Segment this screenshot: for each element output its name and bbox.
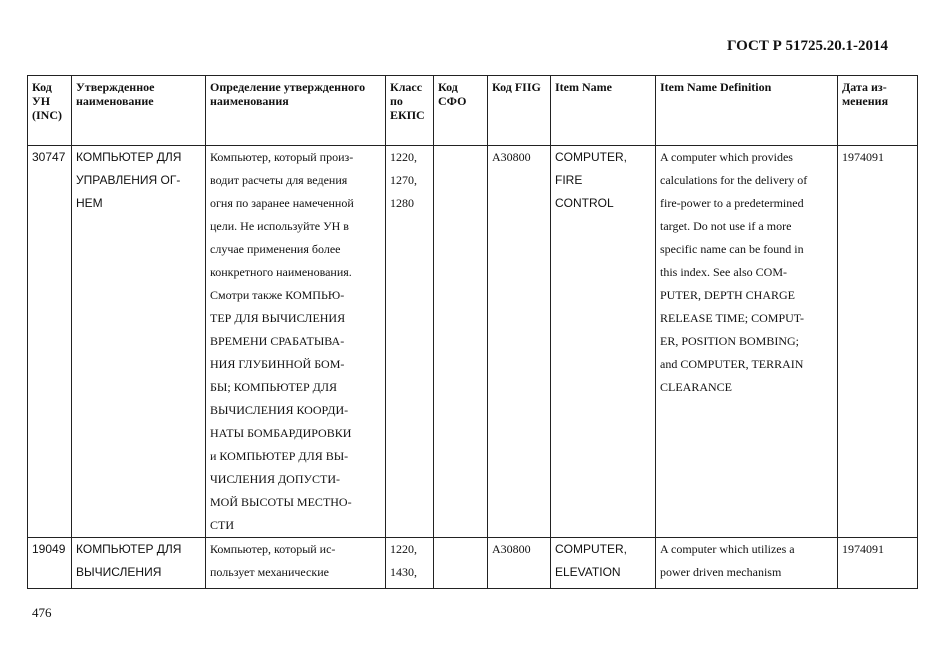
- cell-line: цели. Не используйте УН в: [210, 219, 349, 233]
- cell-line: водит расчеты для ведения: [210, 173, 348, 187]
- cell-definition: [206, 538, 386, 589]
- col-header-item-name: Item Name: [551, 76, 656, 146]
- cell-line: 1220,: [390, 150, 417, 164]
- cell-line: target. Do not use if a more: [660, 219, 792, 233]
- cell-line: specific name can be found in: [660, 242, 804, 256]
- cell-line: A computer which utilizes a: [660, 542, 795, 556]
- cell-line: случае применения более: [210, 242, 341, 256]
- cell-line: конкретного наименования.: [210, 265, 352, 279]
- cell-text: 19049: [32, 542, 66, 556]
- cell-line: пользует механические: [210, 565, 329, 579]
- cell-line: CLEARANCE: [660, 380, 732, 394]
- cell-text: A30800: [492, 150, 531, 164]
- cell-line: FIRE: [555, 173, 583, 187]
- cell-line: 1270,: [390, 173, 417, 187]
- col-header-inc: Код УН (INC): [28, 76, 72, 146]
- cell-line: ЧИСЛЕНИЯ ДОПУСТИ-: [210, 472, 340, 486]
- cell-line: Компьютер, который ис-: [210, 542, 336, 556]
- cell-inc: [28, 146, 72, 538]
- cell-text: A30800: [492, 542, 531, 556]
- table-header-row: [28, 76, 918, 146]
- cell-text: 30747: [32, 150, 66, 164]
- cell-line: ВЫЧИСЛЕНИЯ: [76, 565, 162, 579]
- cell-line: и КОМПЬЮТЕР ДЛЯ ВЫ-: [210, 449, 349, 463]
- cell-text: 1974091: [842, 542, 884, 556]
- cell-inc: [28, 538, 72, 589]
- cell-line: 1430,: [390, 565, 417, 579]
- col-header-approved-name: Утвержденное наименование: [72, 76, 206, 146]
- cell-line: Смотри также КОМПЬЮ-: [210, 288, 345, 302]
- cell-line: ВРЕМЕНИ СРАБАТЫВА-: [210, 334, 345, 348]
- cell-line: A computer which provides: [660, 150, 793, 164]
- cell-change-date: [838, 146, 918, 538]
- cell-change-date: [838, 538, 918, 589]
- cell-line: ER, POSITION BOMBING;: [660, 334, 800, 348]
- cell-sfo: [434, 538, 488, 589]
- cell-line: and COMPUTER, TERRAIN: [660, 357, 804, 371]
- cell-line: НАТЫ БОМБАРДИРОВКИ: [210, 426, 352, 440]
- cell-item-name: [551, 538, 656, 589]
- document-code: ГОСТ Р 51725.20.1-2014: [726, 38, 888, 54]
- cell-line: RELEASE TIME; COMPUT-: [660, 311, 805, 325]
- cell-text: 1974091: [842, 150, 884, 164]
- cell-line: МОЙ ВЫСОТЫ МЕСТНО-: [210, 495, 352, 509]
- cell-line: fire-power to a predetermined: [660, 196, 804, 210]
- table-row: [28, 146, 918, 538]
- catalog-table: [27, 75, 918, 589]
- cell-line: СТИ: [210, 518, 234, 532]
- cell-line: УПРАВЛЕНИЯ ОГ-: [76, 173, 181, 187]
- cell-line: НЕМ: [76, 196, 103, 210]
- col-header-item-name-definition: Item Name Definition: [656, 76, 838, 146]
- cell-line: БЫ; КОМПЬЮТЕР ДЛЯ: [210, 380, 337, 394]
- cell-line: 1220,: [390, 542, 417, 556]
- cell-line: НИЯ ГЛУБИННОЙ БОМ-: [210, 357, 345, 371]
- cell-sfo: [434, 146, 488, 538]
- cell-item-name: [551, 146, 656, 538]
- cell-class: [386, 146, 434, 538]
- table-row: [28, 538, 918, 589]
- cell-fiig: [488, 146, 551, 538]
- cell-line: 1280: [390, 196, 414, 210]
- cell-line: огня по заранее намеченной: [210, 196, 354, 210]
- cell-item-name-definition: [656, 538, 838, 589]
- cell-fiig: [488, 538, 551, 589]
- cell-line: КОМПЬЮТЕР ДЛЯ: [76, 150, 182, 164]
- col-header-definition: Определение утвержденного наименования: [206, 76, 386, 146]
- col-header-sfo: Код СФО: [434, 76, 488, 146]
- cell-approved-name: [72, 538, 206, 589]
- cell-line: this index. See also COM-: [660, 265, 787, 279]
- cell-line: COMPUTER,: [555, 150, 627, 164]
- cell-class: [386, 538, 434, 589]
- cell-definition: [206, 146, 386, 538]
- cell-line: КОМПЬЮТЕР ДЛЯ: [76, 542, 182, 556]
- cell-line: PUTER, DEPTH CHARGE: [660, 288, 796, 302]
- cell-line: power driven mechanism: [660, 565, 782, 579]
- cell-line: COMPUTER,: [555, 542, 627, 556]
- col-header-change-date: Дата из- менения: [838, 76, 918, 146]
- col-header-class: Класс по ЕКПС: [386, 76, 434, 146]
- col-header-fiig: Код FIIG: [488, 76, 551, 146]
- cell-line: ТЕР ДЛЯ ВЫЧИСЛЕНИЯ: [210, 311, 346, 325]
- cell-line: Компьютер, который произ-: [210, 150, 354, 164]
- cell-line: calculations for the delivery of: [660, 173, 808, 187]
- cell-line: ВЫЧИСЛЕНИЯ КООРДИ-: [210, 403, 349, 417]
- cell-item-name-definition: [656, 146, 838, 538]
- cell-line: CONTROL: [555, 196, 614, 210]
- cell-approved-name: [72, 146, 206, 538]
- cell-line: ELEVATION: [555, 565, 621, 579]
- page-number: 476: [32, 605, 52, 620]
